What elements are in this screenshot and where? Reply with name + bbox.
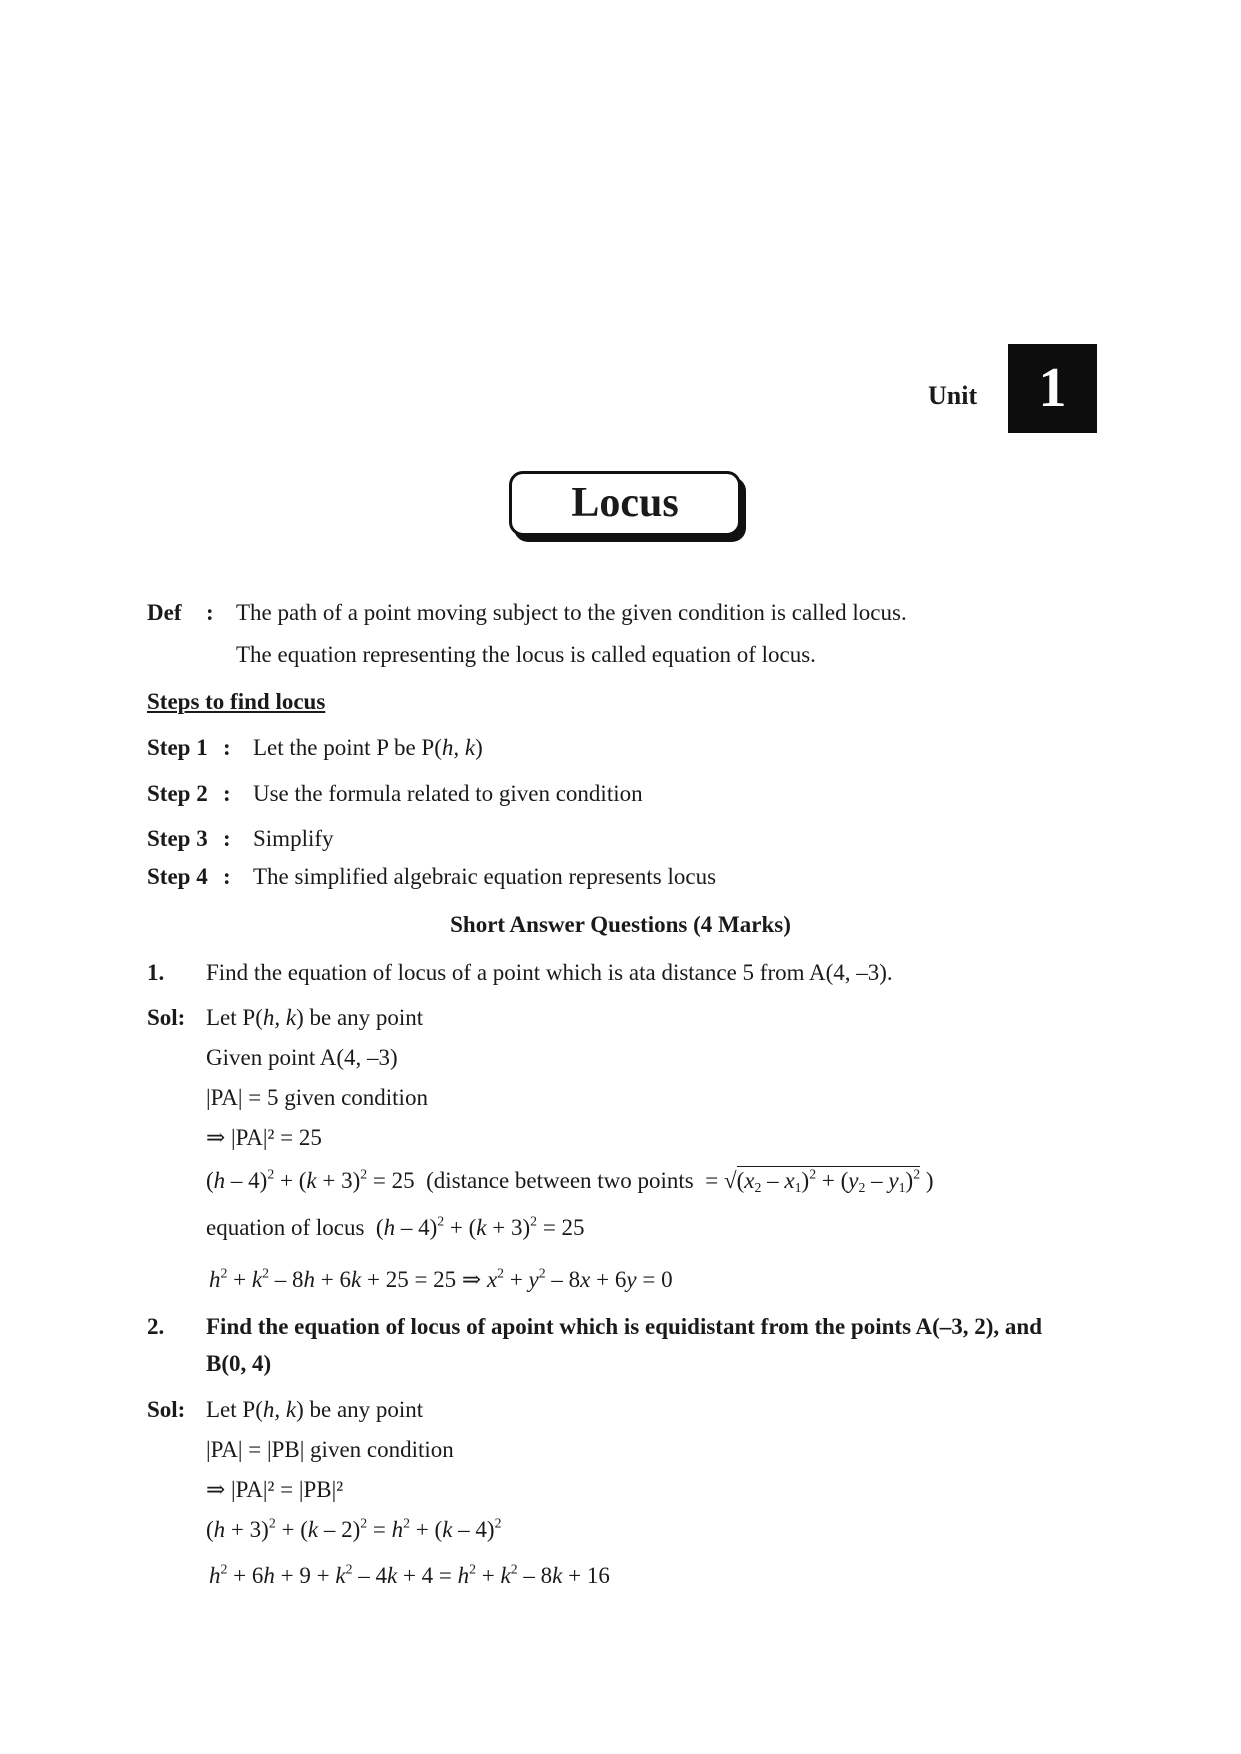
q1-sol-line-4: ⇒ |PA|² = 25 xyxy=(206,1125,322,1150)
q1-sol-line-6: equation of locus $(h - 4)^2 + (k + 3)^2 = 25$ xyxy=(206,1213,585,1240)
q1-sol-line-1: Let P(h, k) be any point xyxy=(206,1005,424,1030)
question-2-text-line-2: B(0, 4) xyxy=(206,1351,272,1376)
unit-number-badge: 1 xyxy=(1008,344,1097,433)
step-3-colon: : xyxy=(223,826,231,851)
question-1-number: 1. xyxy=(147,960,165,985)
distance-formula: $√(x_2 - x_1)^2 + (y_2 - y_1)^2$ xyxy=(724,1166,921,1196)
q2-sol-line-2: |PA| = |PB| given condition xyxy=(206,1437,454,1462)
question-2-number: 2. xyxy=(147,1314,165,1339)
q1-sol-final-equation: $h^2 + k^2 - 8h + 6k + 25 = 25$ ⇒ $x^2 + y^2 - 8x + 6y = 0$ xyxy=(209,1265,673,1292)
q1-distance-note: (distance between two points xyxy=(426,1168,694,1193)
definition-line-2: The equation representing the locus is called equation of locus. xyxy=(236,642,816,667)
page-title: Locus xyxy=(509,471,741,536)
step-1-colon: : xyxy=(223,735,231,760)
step-2-label: Step 2 xyxy=(147,781,208,806)
question-1-sol-label: Sol: xyxy=(147,1005,186,1030)
section-heading: Short Answer Questions (4 Marks) xyxy=(450,912,791,937)
q2-sol-line-4: $(h + 3)^2 + (k - 2)^2 = h^2 + (k - 4)^2$ xyxy=(206,1515,502,1542)
question-2-sol-label: Sol: xyxy=(147,1397,186,1422)
definition-label: Def xyxy=(147,600,182,625)
step-2-text: Use the formula related to given condition xyxy=(253,781,643,806)
q1-distance-equation: $(h - 4)^2 + (k + 3)^2 = 25$ xyxy=(206,1166,415,1193)
q2-sol-line-5: $h^2 + 6h + 9 + k^2 - 4k + 4 = h^2 + k^2 - 8k + 16$ xyxy=(209,1561,610,1588)
definition-line-1: The path of a point moving subject to the given condition is called locus. xyxy=(236,600,907,625)
q1-sol-line-3: |PA| = 5 given condition xyxy=(206,1085,428,1110)
q1-sol-line-5: $(h - 4)^2 + (k + 3)^2 = 25$ (distance between two points = $√(x_2 - x_1)^2 + (y_2 - y_1)^2$ ) xyxy=(206,1166,934,1196)
step-1-label: Step 1 xyxy=(147,735,208,760)
step-4-colon: : xyxy=(223,864,231,889)
step-4-text: The simplified algebraic equation represents locus xyxy=(253,864,717,889)
question-2-text-line-1: Find the equation of locus of apoint which is equidistant from the points A(–3, 2), and xyxy=(206,1314,1043,1339)
question-1-text: Find the equation of locus of a point which is ata distance 5 from A(4, –3). xyxy=(206,960,893,985)
definition-colon: : xyxy=(206,600,214,625)
step-4-label: Step 4 xyxy=(147,864,208,889)
q2-sol-line-3: ⇒ |PA|² = |PB|² xyxy=(206,1477,344,1502)
step-3-text: Simplify xyxy=(253,826,334,851)
step-1-text: Let the point P be P(h, k) xyxy=(253,735,483,760)
q2-sol-line-1: Let P(h, k) be any point xyxy=(206,1397,424,1422)
unit-label: Unit xyxy=(928,381,978,410)
step-3-label: Step 3 xyxy=(147,826,208,851)
q1-sol-line-2: Given point A(4, –3) xyxy=(206,1045,398,1070)
steps-heading: Steps to find locus xyxy=(147,689,326,714)
step-2-colon: : xyxy=(223,781,231,806)
